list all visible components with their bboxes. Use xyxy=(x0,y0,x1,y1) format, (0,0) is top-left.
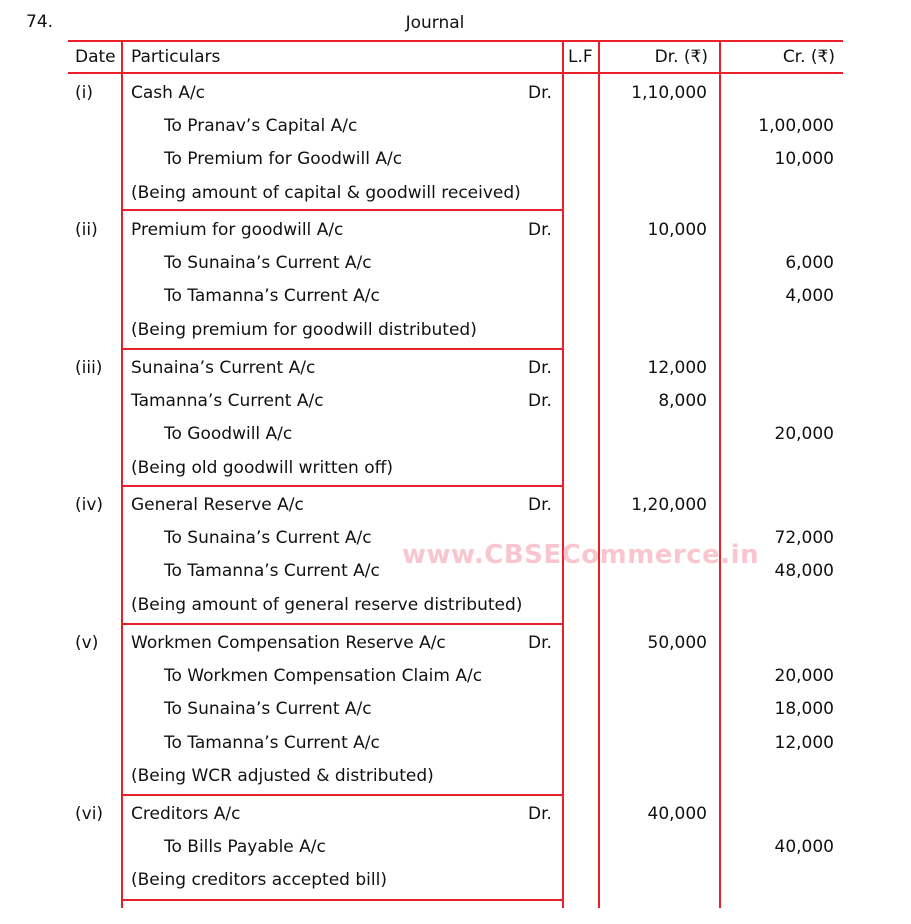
debit-amount: 10,000 xyxy=(647,220,707,240)
debit-account: Cash A/c xyxy=(131,83,206,103)
entry-separator-rule xyxy=(121,899,564,901)
entry-separator-rule xyxy=(121,485,564,487)
dr-marker: Dr. xyxy=(528,633,552,653)
credit-account: To Tamanna’s Current A/c xyxy=(164,733,380,753)
dr-column-rule xyxy=(719,40,721,908)
entry-date: (ii) xyxy=(75,220,98,240)
credit-amount: 20,000 xyxy=(774,666,834,686)
credit-account: To Bills Payable A/c xyxy=(164,837,326,857)
credit-amount: 12,000 xyxy=(774,733,834,753)
header-lf: L.F xyxy=(568,47,593,67)
credit-amount: 6,000 xyxy=(785,253,834,273)
lf-column-rule xyxy=(598,40,600,908)
credit-amount: 72,000 xyxy=(774,528,834,548)
header-cr: Cr. (₹) xyxy=(782,47,835,67)
debit-account: Workmen Compensation Reserve A/c xyxy=(131,633,446,653)
credit-account: To Workmen Compensation Claim A/c xyxy=(164,666,483,686)
header-date: Date xyxy=(75,47,116,67)
credit-account: To Sunaina’s Current A/c xyxy=(164,699,372,719)
entry-separator-rule xyxy=(121,209,564,211)
debit-account: General Reserve A/c xyxy=(131,495,304,515)
narration: (Being creditors accepted bill) xyxy=(131,870,387,890)
question-number: 74. xyxy=(26,12,54,32)
debit-amount: 1,20,000 xyxy=(631,495,707,515)
credit-amount: 1,00,000 xyxy=(758,116,834,136)
dr-marker: Dr. xyxy=(528,83,552,103)
credit-account: To Premium for Goodwill A/c xyxy=(164,149,403,169)
debit-amount: 12,000 xyxy=(647,358,707,378)
credit-amount: 4,000 xyxy=(785,286,834,306)
debit-amount: 8,000 xyxy=(658,391,707,411)
entry-separator-rule xyxy=(121,794,564,796)
header-dr: Dr. (₹) xyxy=(654,47,708,67)
credit-account: To Goodwill A/c xyxy=(164,424,293,444)
credit-account: To Tamanna’s Current A/c xyxy=(164,561,380,581)
credit-amount: 18,000 xyxy=(774,699,834,719)
dr-marker: Dr. xyxy=(528,804,552,824)
date-column-rule xyxy=(121,40,123,908)
credit-amount: 10,000 xyxy=(774,149,834,169)
dr-marker: Dr. xyxy=(528,358,552,378)
narration: (Being amount of capital & goodwill received) xyxy=(131,183,521,203)
entry-date: (iii) xyxy=(75,358,103,378)
credit-account: To Tamanna’s Current A/c xyxy=(164,286,380,306)
credit-amount: 20,000 xyxy=(774,424,834,444)
narration: (Being premium for goodwill distributed) xyxy=(131,320,477,340)
credit-amount: 48,000 xyxy=(774,561,834,581)
particulars-column-rule xyxy=(562,40,564,908)
credit-account: To Sunaina’s Current A/c xyxy=(164,528,372,548)
entry-date: (iv) xyxy=(75,495,104,515)
narration: (Being amount of general reserve distributed) xyxy=(131,595,523,615)
debit-account: Premium for goodwill A/c xyxy=(131,220,344,240)
debit-amount: 50,000 xyxy=(647,633,707,653)
narration: (Being old goodwill written off) xyxy=(131,458,393,478)
debit-amount: 1,10,000 xyxy=(631,83,707,103)
credit-account: To Pranav’s Capital A/c xyxy=(164,116,358,136)
header-top-rule xyxy=(68,40,843,42)
debit-account: Sunaina’s Current A/c xyxy=(131,358,316,378)
entry-separator-rule xyxy=(121,623,564,625)
watermark: www.CBSECommerce.in xyxy=(402,540,760,570)
credit-amount: 40,000 xyxy=(774,837,834,857)
debit-amount: 40,000 xyxy=(647,804,707,824)
entry-date: (vi) xyxy=(75,804,104,824)
narration: (Being WCR adjusted & distributed) xyxy=(131,766,434,786)
debit-account: Creditors A/c xyxy=(131,804,241,824)
dr-marker: Dr. xyxy=(528,495,552,515)
credit-account: To Sunaina’s Current A/c xyxy=(164,253,372,273)
entry-date: (v) xyxy=(75,633,99,653)
entry-separator-rule xyxy=(121,348,564,350)
journal-title: Journal xyxy=(405,13,465,33)
entry-date: (i) xyxy=(75,83,93,103)
header-bottom-rule xyxy=(68,72,843,74)
dr-marker: Dr. xyxy=(528,220,552,240)
header-particulars: Particulars xyxy=(131,47,221,67)
dr-marker: Dr. xyxy=(528,391,552,411)
debit-account: Tamanna’s Current A/c xyxy=(131,391,324,411)
